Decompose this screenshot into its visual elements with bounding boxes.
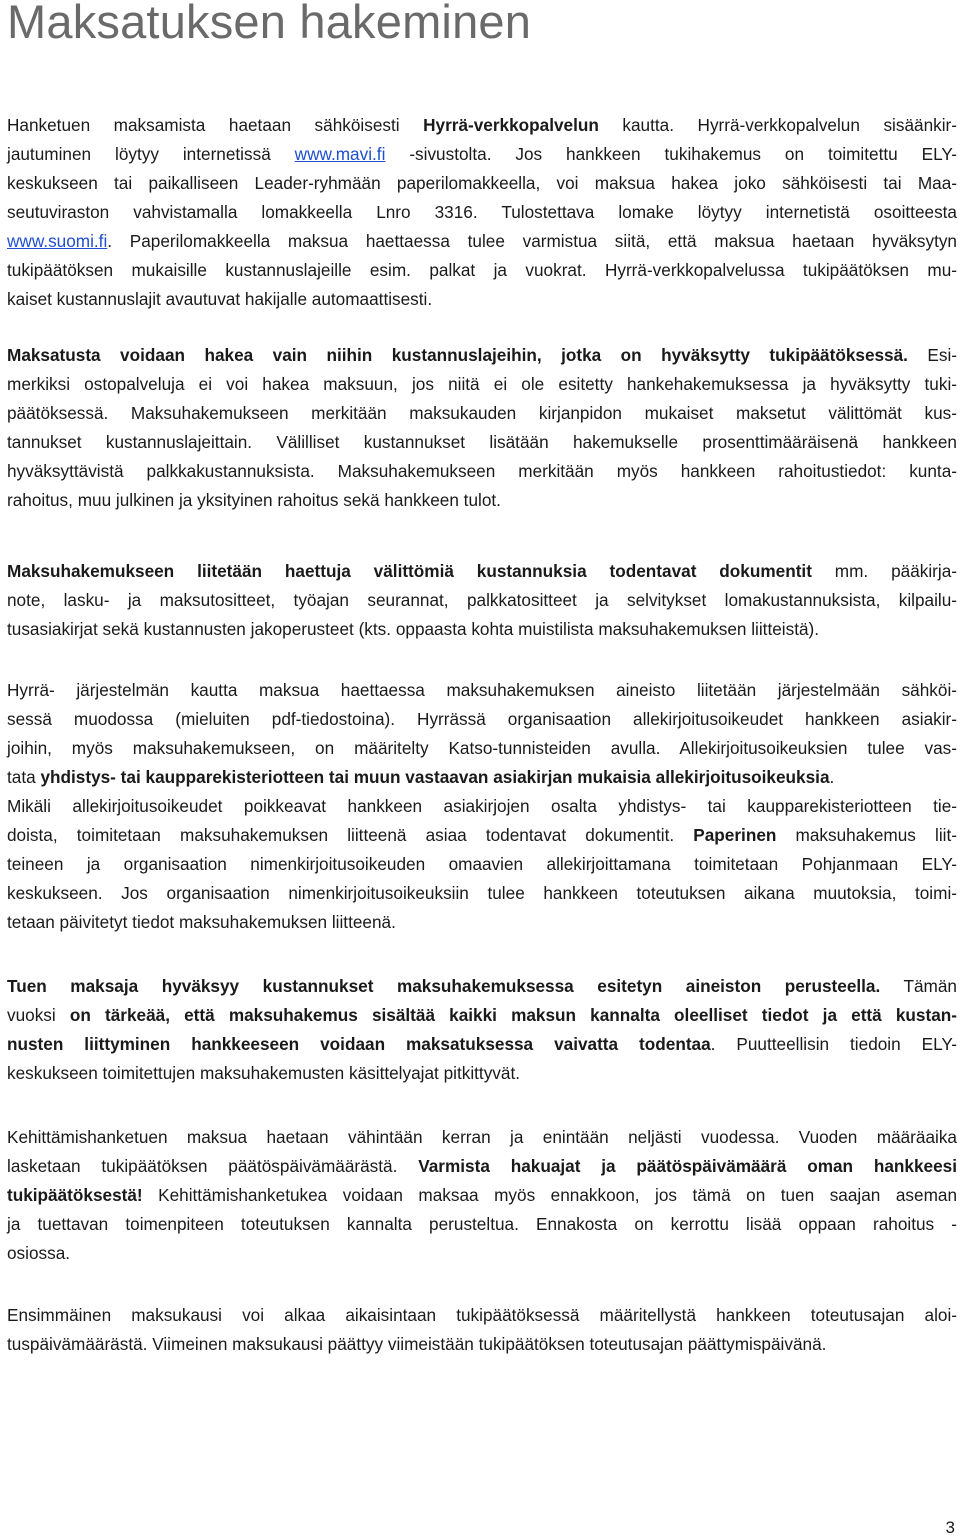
- text-line: merkiksi ostopalveluja ei voi hakea maksuun, jos niitä ei ole esitetty hankehakemuksessa ja hyväksytty tuki-: [7, 374, 957, 394]
- text-line: keskukseen. Jos organisaation nimenkirjoitusoikeuksiin tulee hankkeen toteutuksen aikana muutoksia, toimi-: [7, 883, 957, 903]
- text-line: seutuviraston vahvistamalla lomakkeella Lnro 3316. Tulostettava lomake löytyy internetistä osoitteesta: [7, 202, 957, 222]
- paragraph-frequency: [7, 1123, 957, 1268]
- text-line: note, lasku- ja maksutositteet, työajan seurannat, palkkatositteet ja selvitykset lomakustannuksista, kilpailu-: [7, 590, 957, 610]
- text-line: doista, toimitetaan maksuhakemuksen liitteenä asiaa todentavat dokumentit. Paperinen maksuhakemus liit-: [7, 825, 958, 845]
- text-line: lasketaan tukipäätöksen päätöspäivämäärästä. Varmista hakuajat ja päätöspäivämäärä oman hankkeesi: [7, 1156, 957, 1176]
- text-line: tukipäätöksestä! Kehittämishanketukea voidaan maksaa myös ennakkoon, jos tämä on tuen saajan aseman: [7, 1185, 957, 1205]
- text-line: jautuminen löytyy internetissä www.mavi.fi -sivustolta. Jos hankkeen tukihakemus on toimitettu ELY-: [7, 144, 957, 164]
- text-line: Maksuhakemukseen liitetään haettuja välittömiä kustannuksia todentavat dokumentit mm. pääkirja-: [7, 561, 958, 581]
- text-line: tusasiakirjat sekä kustannusten jakoperusteet (kts. oppaasta kohta muistilista maksuhakemuksen liitteistä).: [7, 619, 820, 639]
- text-line: Kehittämishanketuen maksua haetaan vähintään kerran ja enintään neljästi vuodessa. Vuoden määräaika: [7, 1127, 957, 1147]
- text-line: tannukset kustannuslajeittain. Välilliset kustannukset lisätään hakemukselle prosenttimääräisenä hankkeen: [7, 432, 957, 452]
- text-line: Maksatusta voidaan hakea vain niihin kustannuslajeihin, jotka on hyväksytty tukipäätöksessä. Esi-: [7, 345, 957, 365]
- text-line: tetaan päivitetyt tiedot maksuhakemuksen liitteenä.: [7, 912, 396, 932]
- page-number: 3: [945, 1518, 955, 1537]
- text-line: Tuen maksaja hyväksyy kustannukset maksuhakemuksessa esitetyn aineiston perusteella. Tämän: [7, 976, 957, 996]
- paragraph-attachments: [7, 557, 957, 644]
- text-line: Ensimmäinen maksukausi voi alkaa aikaisintaan tukipäätöksessä määritellystä hankkeen toteutusajan aloi-: [7, 1305, 957, 1325]
- text-line: tuspäivämäärästä. Viimeinen maksukausi päättyy viimeistään tukipäätöksen toteutusajan päättymispäivänä.: [7, 1334, 827, 1354]
- text-line: Hyrrä- järjestelmän kautta maksua haettaessa maksuhakemuksen aineisto liitetään järjestelmään sähköi-: [7, 680, 957, 700]
- text-line: keskukseen toimitettujen maksuhakemusten käsittelyajat pitkittyvät.: [7, 1063, 520, 1083]
- paragraph-cost-types: [7, 341, 957, 515]
- text-line: sessä muodossa (mieluiten pdf-tiedostoina). Hyrrässä organisaation allekirjoitusoikeudet hankkeen asiakir-: [7, 709, 957, 729]
- text-line: Mikäli allekirjoitusoikeudet poikkeavat hankkeen asiakirjojen osalta yhdistys- tai kaupparekisteriotteen tie-: [7, 796, 957, 816]
- suomi-link[interactable]: www.suomi.fi: [7, 231, 108, 251]
- mavi-link[interactable]: www.mavi.fi: [294, 144, 386, 164]
- text-line: tata yhdistys- tai kaupparekisteriotteen tai muun vastaavan asiakirjan mukaisia allekirjoitusoikeuksia.: [7, 767, 835, 787]
- text-line: päätöksessä. Maksuhakemukseen merkitään maksukauden kirjanpidon mukaiset maksetut välittömät kus-: [7, 403, 957, 423]
- text-line: teineen ja organisaation nimenkirjoitusoikeuden omaavien allekirjoittamana toimitetaan Pohjanmaan ELY-: [7, 854, 957, 874]
- text-line: keskukseen tai paikalliseen Leader-ryhmään paperilomakkeella, voi maksua hakea joko sähköisesti tai Maa-: [7, 173, 957, 193]
- text-line: osiossa.: [7, 1243, 71, 1263]
- text-line: nusten liittyminen hankkeeseen voidaan maksatuksessa vaivatta todentaa. Puutteellisin tiedoin ELY-: [7, 1034, 957, 1054]
- text-line: hyväksyttävistä palkkakustannuksista. Maksuhakemukseen merkitään myös hankkeen rahoitustiedot: kunta-: [7, 461, 957, 481]
- paragraph-signatures: [7, 676, 957, 937]
- paragraph-hyrra-intro: [7, 111, 957, 314]
- text-line: joihin, myös maksuhakemukseen, on määritelty Katso-tunnisteiden avulla. Allekirjoitusoikeuksien tulee vas-: [7, 738, 957, 758]
- text-line: kaiset kustannuslajit avautuvat hakijalle automaattisesti.: [7, 289, 433, 309]
- paragraph-payment-period: [7, 1301, 957, 1359]
- text-line: ja tuettavan toimenpiteen toteutuksen kannalta perusteltua. Ennakosta on kerrottu lisää oppaan rahoitus -: [7, 1214, 957, 1234]
- paragraph-payment-approval: [7, 972, 957, 1088]
- page-title: Maksatuksen hakeminen: [7, 0, 532, 48]
- text-line: vuoksi on tärkeää, että maksuhakemus sisältää kaikki maksun kannalta oleelliset tiedot ja että kustan-: [7, 1005, 957, 1025]
- text-line: Hanketuen maksamista haetaan sähköisesti Hyrrä-verkkopalvelun kautta. Hyrrä-verkkopalvelun sisäänkir-: [7, 115, 957, 135]
- text-line: www.suomi.fi. Paperilomakkeella maksua haettaessa tulee varmistua siitä, että maksua haetaan hyväksytyn: [7, 231, 957, 251]
- text-line: rahoitus, muu julkinen ja yksityinen rahoitus sekä hankkeen tulot.: [7, 490, 501, 510]
- text-line: tukipäätöksen mukaisille kustannuslajeille esim. palkat ja vuokrat. Hyrrä-verkkopalvelussa tukipäätöksen mu-: [7, 260, 957, 280]
